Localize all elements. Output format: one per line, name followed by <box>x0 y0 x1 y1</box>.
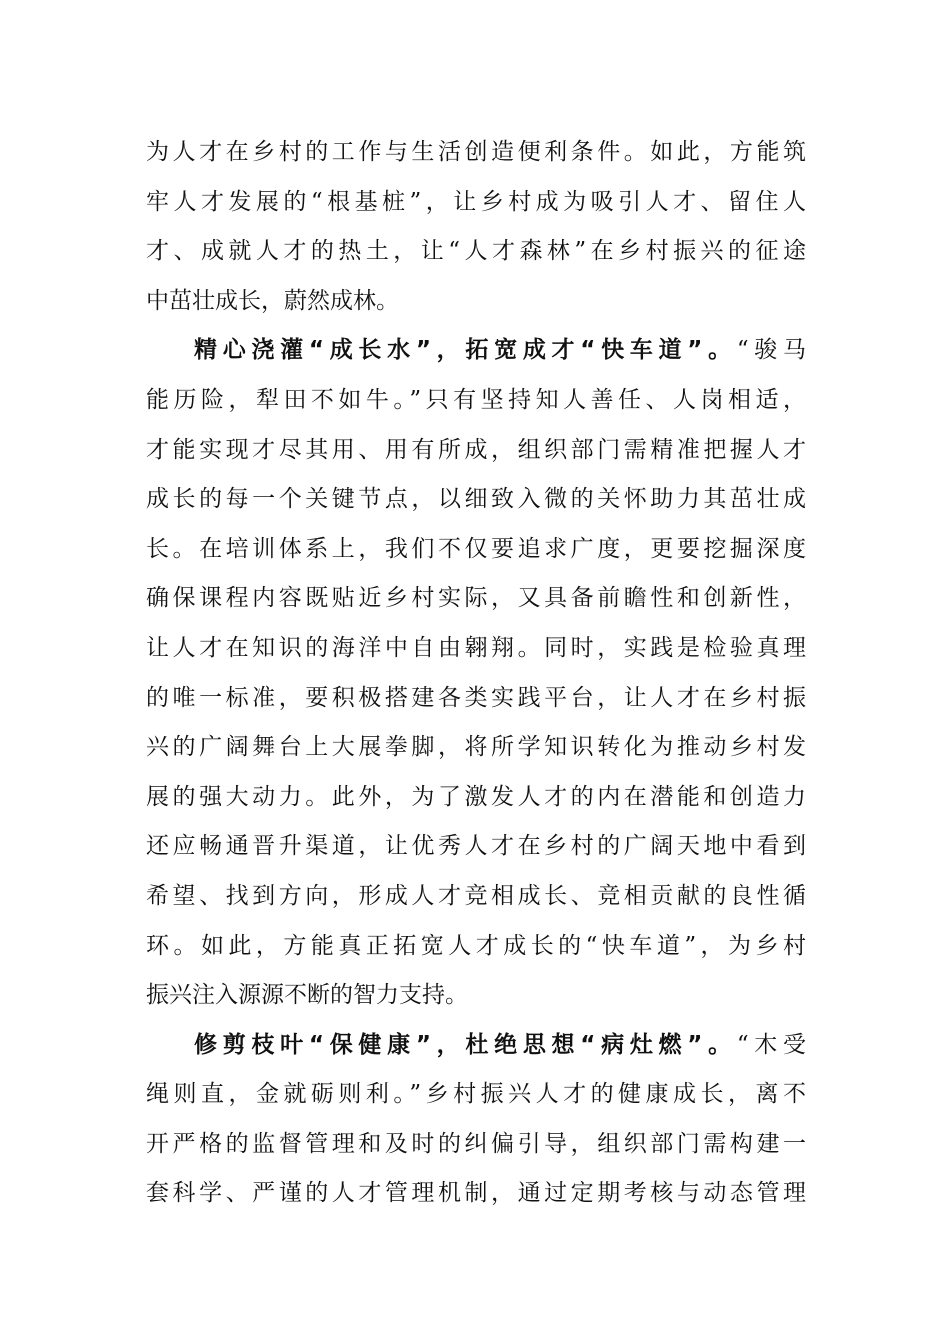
text-line: 确保课程内容既贴近乡村实际，又具备前瞻性和创新性， <box>146 585 806 612</box>
paragraph-2 <box>146 326 806 1020</box>
text-line: 能历险，犁田不如牛。”只有坚持知人善任、人岗相适， <box>146 386 806 413</box>
paragraph-3 <box>146 1021 806 1219</box>
section-heading: 修剪枝叶“保健康”，杜绝思想“病灶燃”。 <box>194 1031 737 1058</box>
section-heading: 精心浇灌“成长水”，拓宽成才“快车道”。 <box>194 337 737 364</box>
text-line: 环。如此，方能真正拓宽人才成长的“快车道”，为乡村 <box>146 932 806 959</box>
text-line: 为人才在乡村的工作与生活创造便利条件。如此，方能筑 <box>146 139 806 165</box>
text-line: 开严格的监督管理和及时的纠偏引导，组织部门需构建一 <box>146 1130 806 1157</box>
paragraph-first-line <box>146 326 806 376</box>
text-line: 套科学、严谨的人才管理机制，通过定期考核与动态管理 <box>146 1180 806 1207</box>
text-line: 希望、找到方向，形成人才竞相成长、竞相贡献的良性循 <box>146 882 806 909</box>
text-span: “骏马 <box>736 337 807 364</box>
paragraph-1 <box>146 128 806 326</box>
text-line: 振兴注入源源不断的智力支持。 <box>146 982 468 1009</box>
text-span: “木受 <box>736 1031 807 1058</box>
text-line: 还应畅通晋升渠道，让优秀人才在乡村的广阔天地中看到 <box>146 833 806 860</box>
text-line: 才、成就人才的热土，让“人才森林”在乡村振兴的征途 <box>146 238 806 265</box>
paragraph-first-line <box>146 1021 806 1071</box>
text-line: 长。在培训体系上，我们不仅要追求广度，更要挖掘深度 <box>146 535 806 562</box>
text-line: 的唯一标准，要积极搭建各类实践平台，让人才在乡村振 <box>146 684 806 711</box>
text-line: 让人才在知识的海洋中自由翱翔。同时，实践是检验真理 <box>146 634 806 661</box>
text-line: 中茁壮成长，蔚然成林。 <box>146 287 399 314</box>
document-page <box>146 128 806 1219</box>
text-line: 牢人才发展的“根基桩”，让乡村成为吸引人才、留住人 <box>146 188 806 215</box>
text-line: 展的强大动力。此外，为了激发人才的内在潜能和创造力 <box>146 783 806 810</box>
text-line: 兴的广阔舞台上大展拳脚，将所学知识转化为推动乡村发 <box>146 734 806 761</box>
text-line: 才能实现才尽其用、用有所成，组织部门需精准把握人才 <box>146 436 806 463</box>
text-line: 绳则直，金就砺则利。”乡村振兴人才的健康成长，离不 <box>146 1081 806 1108</box>
text-line: 成长的每一个关键节点，以细致入微的关怀助力其茁壮成 <box>146 486 806 513</box>
